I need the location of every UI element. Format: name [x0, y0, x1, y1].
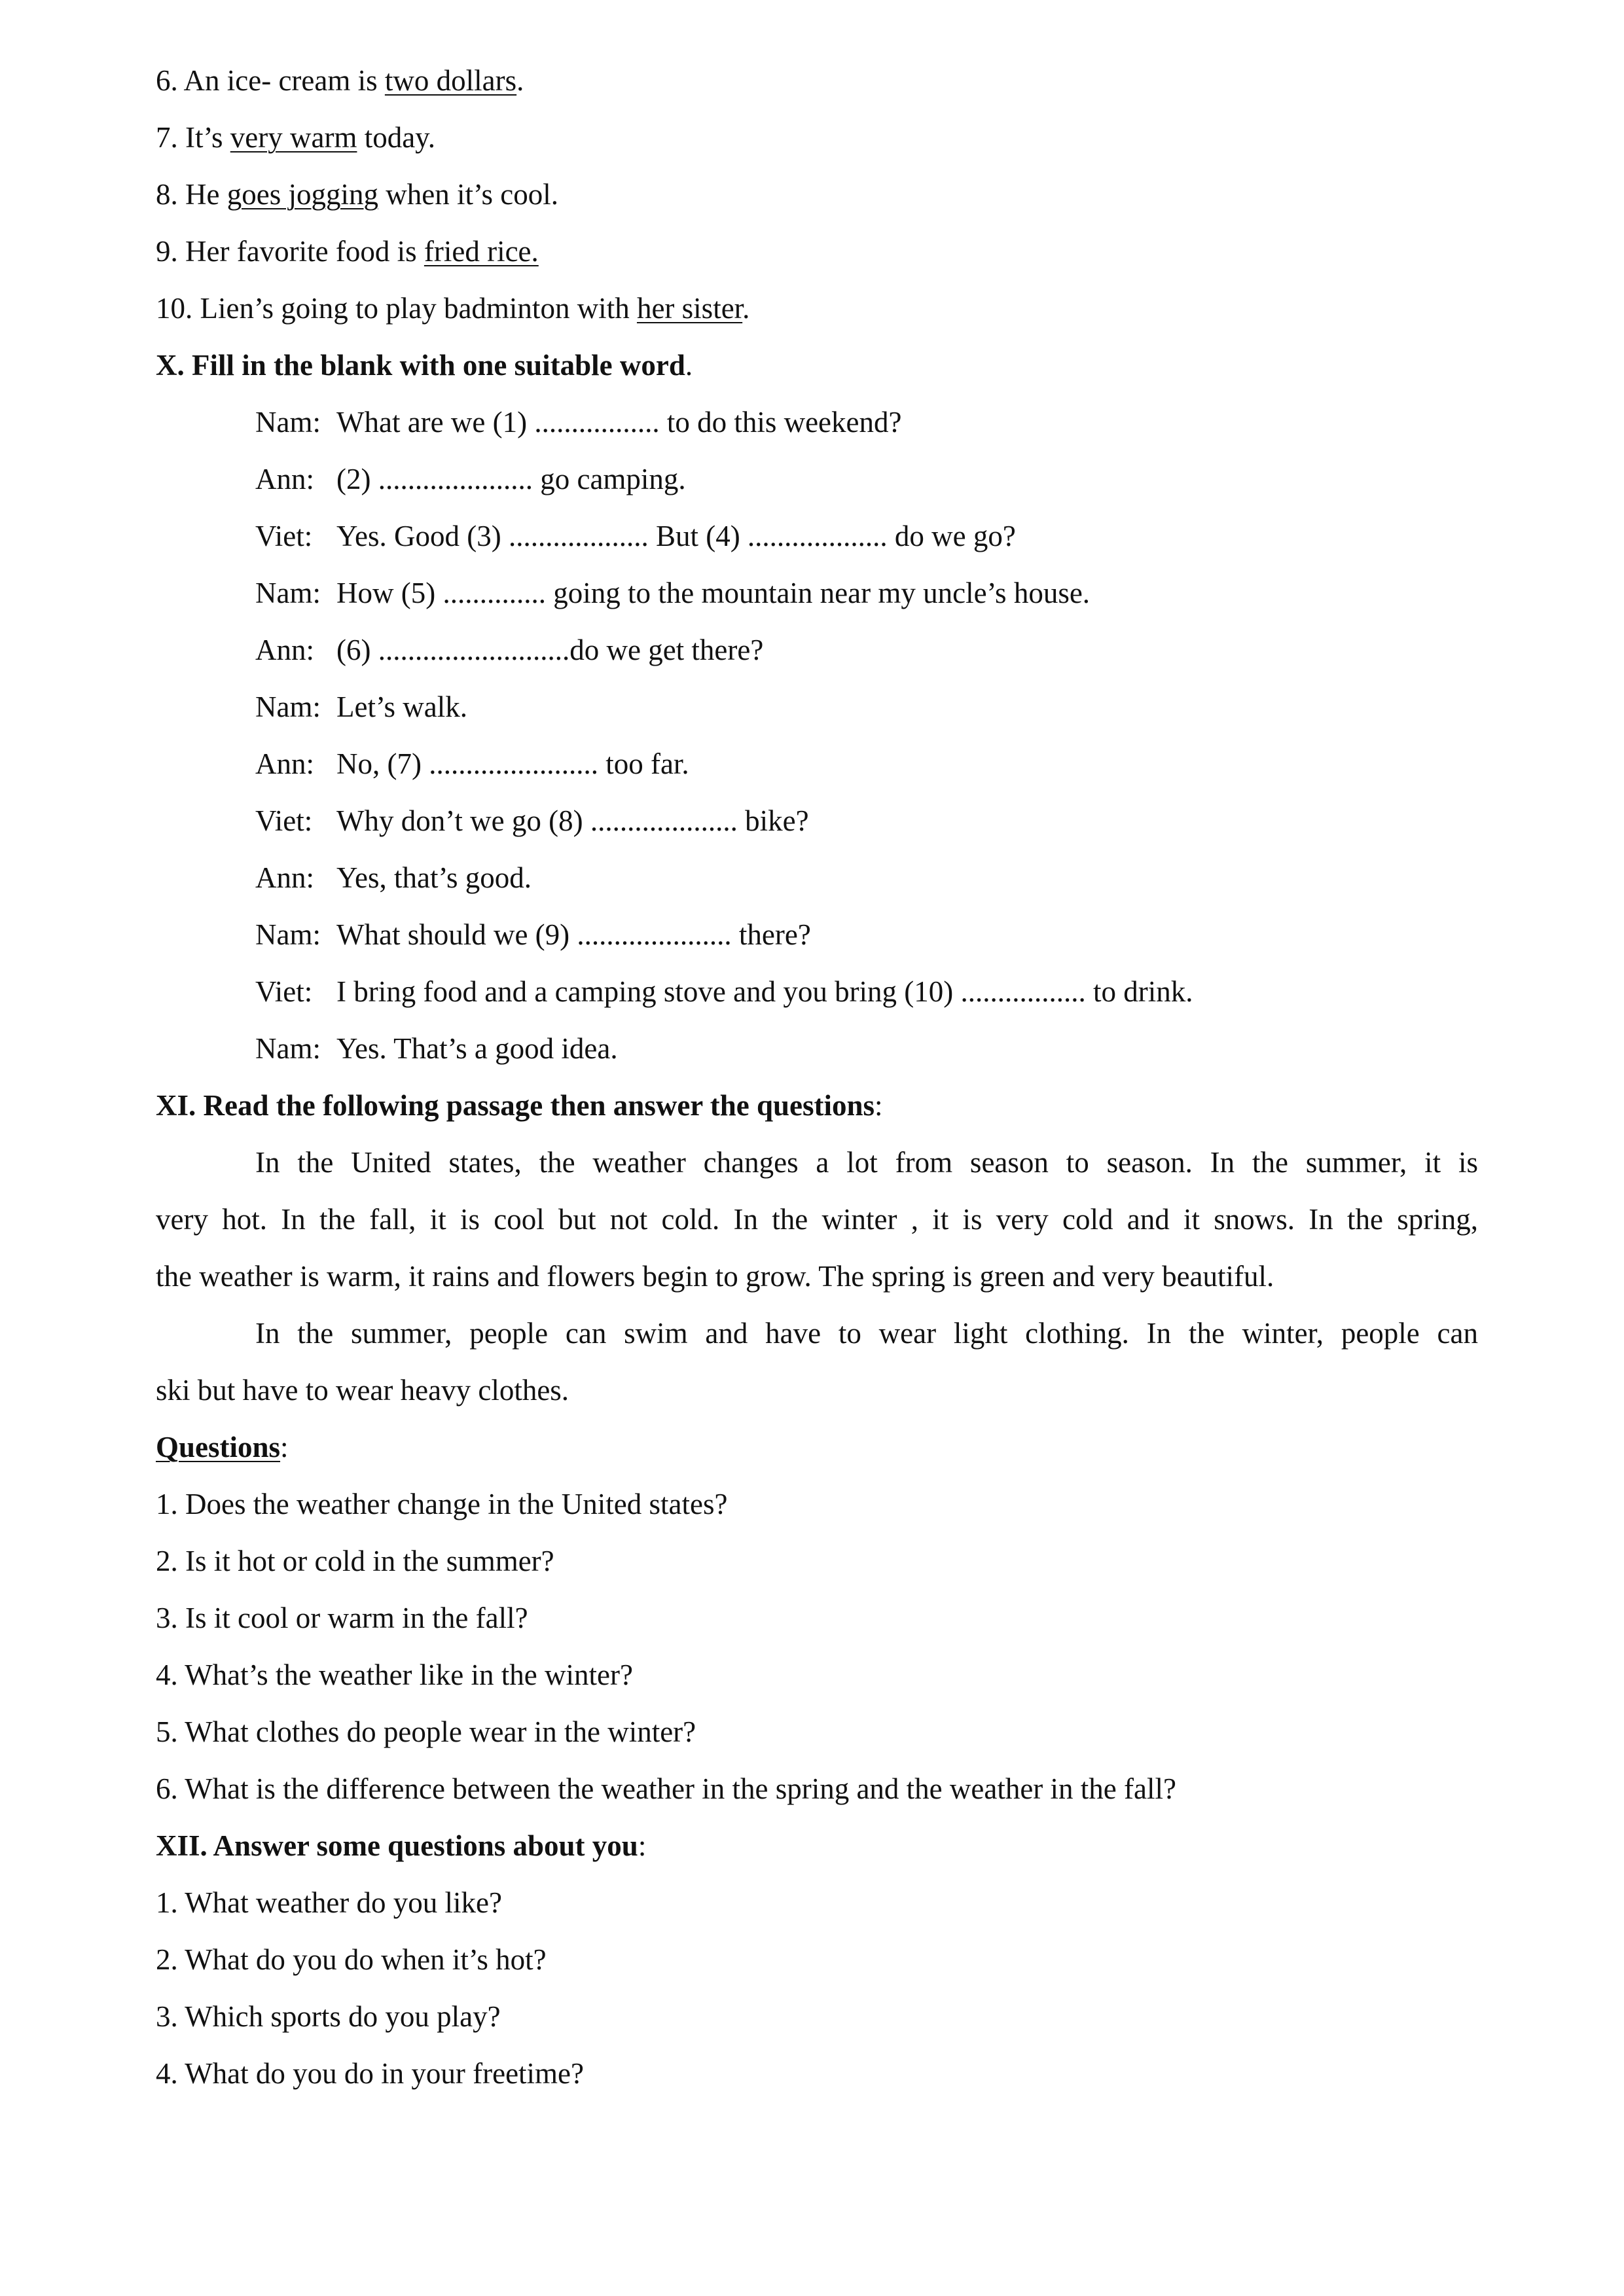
item-text: He [185, 178, 227, 211]
speaker: Ann: [255, 747, 314, 780]
passage-line: In the United states, the weather changes a lot from season to season. In the summer, it is [255, 1146, 1478, 1179]
dialogue-text: Why don’t we go (8) .................... bike? [336, 804, 809, 837]
item-number: 10. [156, 292, 193, 325]
question-item: 2. What do you do when it’s hot? [156, 1943, 547, 1976]
question-item: 3. Which sports do you play? [156, 2000, 501, 2033]
underlined-phrase: goes jogging [226, 178, 378, 211]
passage-line: ski but have to wear heavy clothes. [156, 1374, 569, 1407]
dialogue-line [156, 394, 1478, 451]
speaker: Nam: [255, 918, 321, 951]
item-text: An ice- cream is [183, 64, 385, 97]
passage-line: very hot. In the fall, it is cool but not cold. In the winter , it is very cold and it snows. In the spring, [156, 1203, 1478, 1236]
ix-item-7 [156, 109, 1478, 166]
dialogue-text: Yes, that’s good. [336, 861, 532, 894]
dialogue-line [156, 622, 1478, 679]
underlined-phrase: fried rice. [424, 235, 539, 268]
item-number: 8. [156, 178, 178, 211]
underlined-phrase: her sister [636, 292, 743, 325]
section-title-punct: . [685, 349, 693, 382]
dialogue-line [156, 906, 1478, 963]
speaker: Ann: [255, 463, 314, 495]
dialogue-text: (6) ..........................do we get there? [336, 634, 764, 666]
dialogue-text: What should we (9) ..................... there? [336, 918, 811, 951]
speaker: Nam: [255, 577, 321, 609]
dialogue-text: Let’s walk. [336, 691, 467, 723]
speaker: Nam: [255, 1032, 321, 1065]
item-text-end: . [516, 64, 524, 97]
dialogue-line [156, 793, 1478, 850]
ix-item-8 [156, 166, 1478, 223]
item-text: It’s [185, 121, 230, 154]
dialogue-line [156, 565, 1478, 622]
section-title: XI. Read the following passage then answer the questions [156, 1089, 875, 1122]
ix-item-10 [156, 280, 1478, 337]
worksheet-page [156, 52, 1478, 2102]
section-title: XII. Answer some questions about you [156, 1829, 638, 1862]
speaker: Ann: [255, 634, 314, 666]
question-item: 4. What’s the weather like in the winter? [156, 1659, 633, 1691]
dialogue-text: What are we (1) ................. to do this weekend? [336, 406, 902, 439]
dialogue-text: No, (7) ....................... too far. [336, 747, 689, 780]
dialogue-text: (2) ..................... go camping. [336, 463, 686, 495]
item-text-end: when it’s cool. [378, 178, 558, 211]
item-number: 6. [156, 64, 178, 97]
ix-item-6 [156, 52, 1478, 109]
item-text-end: today. [357, 121, 435, 154]
dialogue-line [156, 451, 1478, 508]
item-text-end: . [742, 292, 750, 325]
passage-line: the weather is warm, it rains and flowers begin to grow. The spring is green and very beautiful. [156, 1260, 1274, 1293]
section-title-punct: : [638, 1829, 647, 1862]
speaker: Viet: [255, 975, 313, 1008]
passage-line: In the summer, people can swim and have to wear light clothing. In the winter, people can [255, 1317, 1478, 1350]
section-xii-heading [156, 1818, 1478, 1874]
dialogue-line [156, 508, 1478, 565]
section-xi-heading [156, 1077, 1478, 1134]
dialogue-line [156, 736, 1478, 793]
questions-label-punct: : [280, 1431, 289, 1463]
passage-paragraph-1 [156, 1134, 1478, 1305]
passage-paragraph-2 [156, 1305, 1478, 1419]
questions-heading [156, 1419, 1478, 1476]
speaker: Viet: [255, 520, 313, 552]
speaker: Viet: [255, 804, 313, 837]
dialogue-line [156, 679, 1478, 736]
speaker: Ann: [255, 861, 314, 894]
section-x-heading [156, 337, 1478, 394]
question-item: 1. Does the weather change in the United states? [156, 1488, 728, 1520]
dialogue-text: How (5) .............. going to the mountain near my uncle’s house. [336, 577, 1091, 609]
underlined-phrase: very warm [230, 121, 357, 154]
dialogue-text: Yes. That’s a good idea. [336, 1032, 618, 1065]
section-title-punct: : [875, 1089, 883, 1122]
speaker: Nam: [255, 691, 321, 723]
underlined-phrase: two dollars [384, 64, 517, 97]
question-item: 5. What clothes do people wear in the winter? [156, 1715, 696, 1748]
item-number: 9. [156, 235, 178, 268]
question-item: 2. Is it hot or cold in the summer? [156, 1545, 554, 1577]
ix-item-9 [156, 223, 1478, 280]
item-text: Her favorite food is [185, 235, 424, 268]
dialogue-line [156, 963, 1478, 1020]
question-item: 6. What is the difference between the weather in the spring and the weather in the fall? [156, 1772, 1176, 1805]
question-item: 4. What do you do in your freetime? [156, 2057, 584, 2090]
question-item: 3. Is it cool or warm in the fall? [156, 1602, 528, 1634]
dialogue-line [156, 1020, 1478, 1077]
questions-label: Questions [156, 1431, 281, 1463]
dialogue-text: I bring food and a camping stove and you bring (10) ................. to drink. [336, 975, 1193, 1008]
item-text: Lien’s going to play badminton with [200, 292, 637, 325]
dialogue-line [156, 850, 1478, 906]
section-title: X. Fill in the blank with one suitable word [156, 349, 685, 382]
item-number: 7. [156, 121, 178, 154]
question-item: 1. What weather do you like? [156, 1886, 502, 1919]
speaker: Nam: [255, 406, 321, 439]
dialogue-text: Yes. Good (3) ................... But (4) ................... do we go? [336, 520, 1016, 552]
